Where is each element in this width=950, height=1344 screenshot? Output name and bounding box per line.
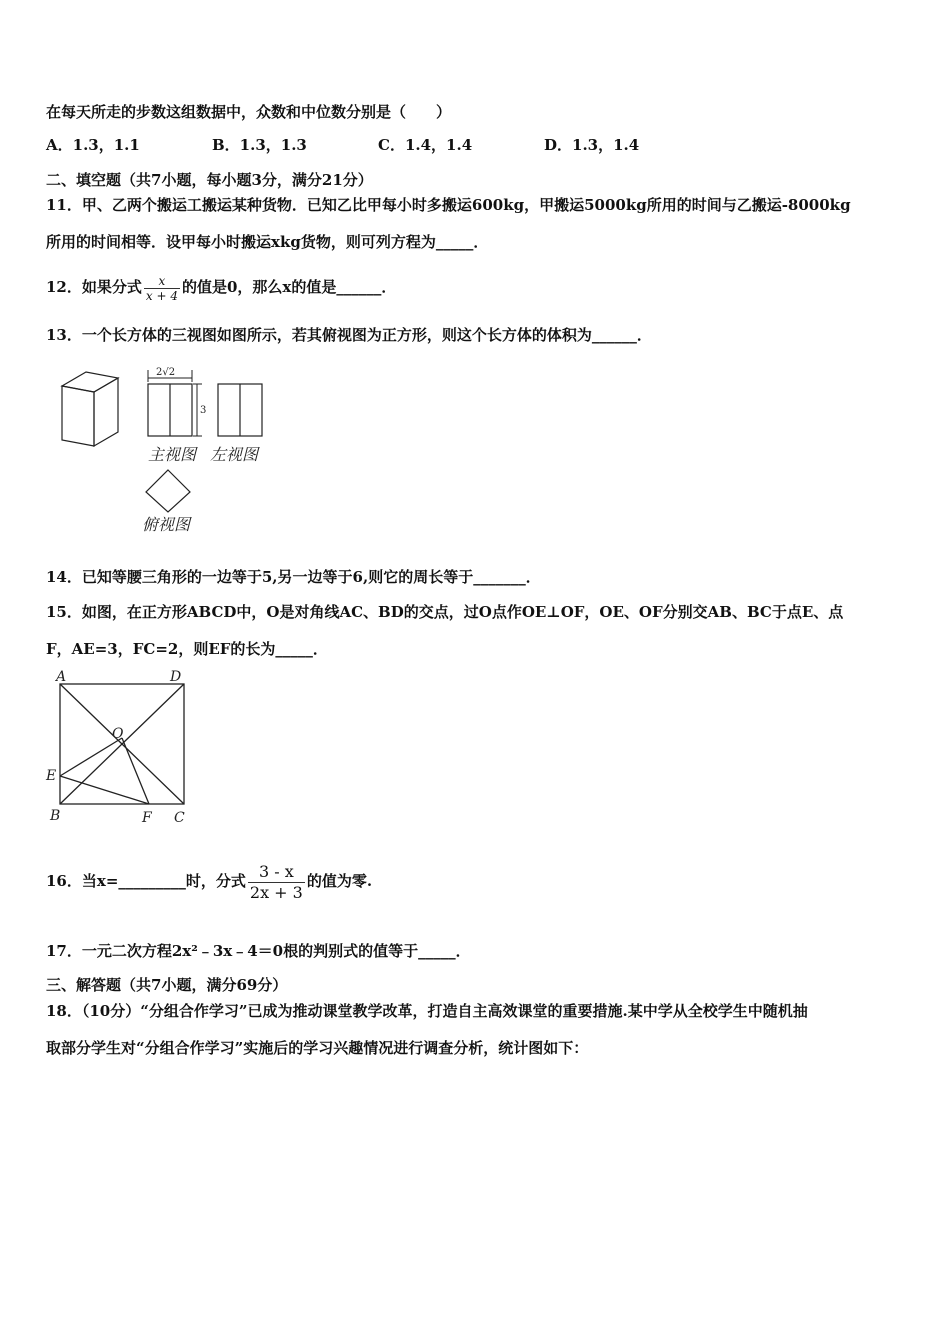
width-label: 2√2 bbox=[156, 367, 176, 378]
q12 bbox=[46, 270, 396, 304]
q10-option-c: C．1.4，1.4 bbox=[378, 136, 473, 154]
q10-option-a: A．1.3，1.1 bbox=[46, 136, 140, 154]
q12-fraction bbox=[144, 274, 180, 303]
left-view bbox=[218, 384, 262, 436]
label-e: E bbox=[46, 768, 57, 784]
top-view-label: 俯视图 bbox=[142, 515, 191, 534]
q13-three-view-figure bbox=[56, 360, 276, 540]
q11-line2: 所用的时间相等．设甲每小时搬运xkg货物，则可列方程为_____． bbox=[46, 233, 489, 251]
section3-title: 三、解答题（共7小题，满分69分） bbox=[46, 976, 288, 994]
q16-frac-den: 2x + 3 bbox=[249, 882, 303, 902]
q10-options bbox=[46, 135, 710, 155]
label-d: D bbox=[170, 669, 182, 685]
q16-fraction bbox=[248, 862, 305, 903]
cuboid-3d-drawing bbox=[62, 372, 118, 446]
label-o: O bbox=[112, 726, 124, 742]
segment-ef bbox=[60, 776, 149, 804]
section2-title: 二、填空题（共7小题，每小题3分，满分21分） bbox=[46, 171, 373, 189]
label-b: B bbox=[50, 808, 61, 824]
label-a: A bbox=[56, 669, 67, 685]
q10-option-b: B．1.3，1.3 bbox=[212, 136, 307, 154]
q12-frac-den: x + 4 bbox=[145, 288, 178, 303]
q18-line2: 取部分学生对“分组合作学习”实施后的学习兴趣情况进行调查分析，统计图如下： bbox=[46, 1039, 589, 1057]
q16-suffix: 的值为零. bbox=[306, 872, 373, 890]
q15-line1: 15．如图，在正方形ABCD中，O是对角线AC、BD的交点，过O点作OE⊥OF，OE、OF分别交AB、BC于点E、点 bbox=[46, 603, 844, 621]
q16-prefix: 16．当x=_________时，分式 bbox=[46, 872, 246, 890]
q14-text: 14．已知等腰三角形的一边等于5,另一边等于6,则它的周长等于_______． bbox=[46, 568, 541, 586]
q13-text: 13．一个长方体的三视图如图所示，若其俯视图为正方形，则这个长方体的体积为______． bbox=[46, 326, 652, 344]
q11-line1: 11．甲、乙两个搬运工搬运某种货物．已知乙比甲每小时多搬运600kg，甲搬运5000kg所用的时间与乙搬运-8000kg bbox=[46, 196, 851, 214]
q12-frac-num: x bbox=[158, 273, 166, 288]
q12-prefix: 12．如果分式 bbox=[46, 278, 142, 296]
q17-text: 17．一元二次方程2x²﹣3x﹣4＝0根的判别式的值等于_____． bbox=[46, 942, 471, 960]
q10-option-d: D．1.3，1.4 bbox=[544, 136, 640, 154]
top-view bbox=[146, 470, 190, 512]
segment-oe bbox=[60, 738, 122, 776]
q10-stem: 在每天所走的步数这组数据中，众数和中位数分别是（ ） bbox=[46, 103, 452, 121]
q18-line1: 18．（10分）“分组合作学习”已成为推动课堂教学改革，打造自主高效课堂的重要措施.某中学从全校学生中随机抽 bbox=[46, 1002, 808, 1020]
q15-line2: F，AE=3，FC=2，则EF的长为_____． bbox=[46, 640, 328, 658]
front-view bbox=[148, 384, 192, 436]
left-view-label: 左视图 bbox=[210, 445, 259, 464]
segment-of bbox=[122, 738, 149, 804]
q12-suffix: 的值是0，那么x的值是______． bbox=[181, 278, 397, 296]
front-view-label: 主视图 bbox=[148, 445, 197, 464]
height-label: 3 bbox=[200, 405, 207, 416]
q16-frac-num: 3 - x bbox=[258, 861, 294, 881]
label-c: C bbox=[174, 810, 185, 826]
q15-square-figure bbox=[40, 666, 200, 832]
label-f: F bbox=[142, 810, 152, 826]
q16 bbox=[46, 858, 372, 904]
